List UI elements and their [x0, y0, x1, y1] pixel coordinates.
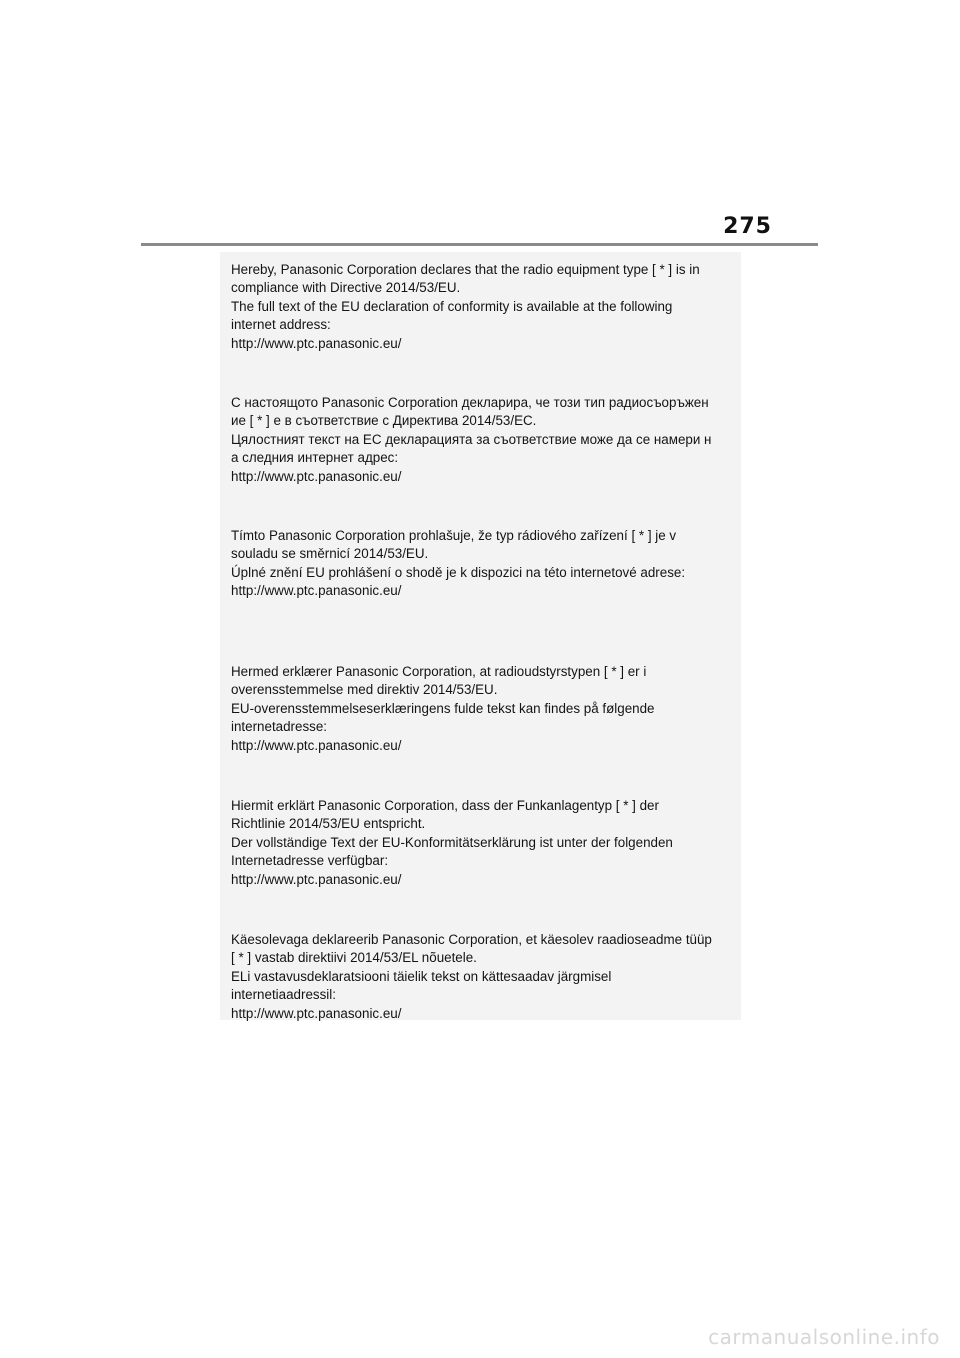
declaration-line: Richtlinie 2014/53/EU entspricht. — [231, 816, 426, 832]
declaration-url: http://www.ptc.panasonic.eu/ — [231, 468, 402, 484]
declaration-url: http://www.ptc.panasonic.eu/ — [231, 583, 402, 599]
declaration-line: Hiermit erklärt Panasonic Corporation, dass der Funkanlagentyp [ * ] der — [231, 798, 659, 813]
declaration-url: http://www.ptc.panasonic.eu/ — [231, 1005, 402, 1021]
declaration-line: Hereby, Panasonic Corporation declares that the radio equipment type [ * ] is in — [231, 262, 700, 277]
declaration-line: Úplné znění EU prohlášení o shodě je k dispozici na této internetové adrese: — [231, 564, 686, 580]
declaration-line: EU-overensstemmelseserklæringens fulde tekst kan findes på følgende — [231, 700, 655, 716]
declaration-line: Käesolevaga deklareerib Panasonic Corporation, et käesolev raadioseadme tüüp — [231, 932, 712, 947]
declaration-line: Internetadresse verfügbar: — [231, 853, 389, 869]
declaration-line: internetiaadressil: — [231, 987, 336, 1003]
declaration-url: http://www.ptc.panasonic.eu/ — [231, 737, 402, 753]
scanned-declaration-panel — [220, 252, 741, 1020]
declaration-line: overensstemmelse med direktiv 2014/53/EU. — [231, 682, 498, 698]
declaration-url: http://www.ptc.panasonic.eu/ — [231, 871, 402, 887]
declaration-url: http://www.ptc.panasonic.eu/ — [231, 335, 402, 351]
declaration-line: internet address: — [231, 317, 331, 333]
declaration-line: [ * ] vastab direktiivi 2014/53/EL nõuetele. — [231, 950, 477, 966]
page-number: 275 — [723, 214, 772, 239]
declaration-block-cs — [231, 527, 739, 601]
declaration-line: ELi vastavusdeklaratsiooni täielik tekst on kättesaadav järgmisel — [231, 968, 612, 984]
declaration-line: С настоящото Panasonic Corporation декларира, че този тип радиосъоръжен — [231, 395, 709, 410]
declaration-line: souladu se směrnicí 2014/53/EU. — [231, 546, 429, 562]
declaration-block-et — [231, 931, 739, 1023]
declaration-line: ие [ * ] е в съответствие с Директива 2014/53/ЕС. — [231, 413, 537, 429]
declaration-line: Tímto Panasonic Corporation prohlašuje, že typ rádiového zařízení [ * ] je v — [231, 528, 677, 543]
declaration-block-da — [231, 663, 739, 755]
declaration-block-de — [231, 797, 739, 889]
declaration-line: internetadresse: — [231, 719, 328, 735]
declaration-line: The full text of the EU declaration of conformity is available at the following — [231, 298, 673, 314]
declaration-line: Цялостният текст на ЕС декларацията за съответствие може да се намери н — [231, 431, 712, 447]
header-rule — [141, 243, 818, 246]
declaration-block-bg — [231, 394, 739, 486]
declaration-line: Hermed erklærer Panasonic Corporation, at radioudstyrstypen [ * ] er i — [231, 664, 647, 679]
declaration-block-en — [231, 261, 739, 353]
declaration-line: а следния интернет адрес: — [231, 450, 399, 466]
footer-watermark: carmanualsonline.info — [708, 1325, 940, 1349]
declaration-line: Der vollständige Text der EU-Konformitätserklärung ist unter der folgenden — [231, 834, 673, 850]
declaration-line: compliance with Directive 2014/53/EU. — [231, 280, 461, 296]
